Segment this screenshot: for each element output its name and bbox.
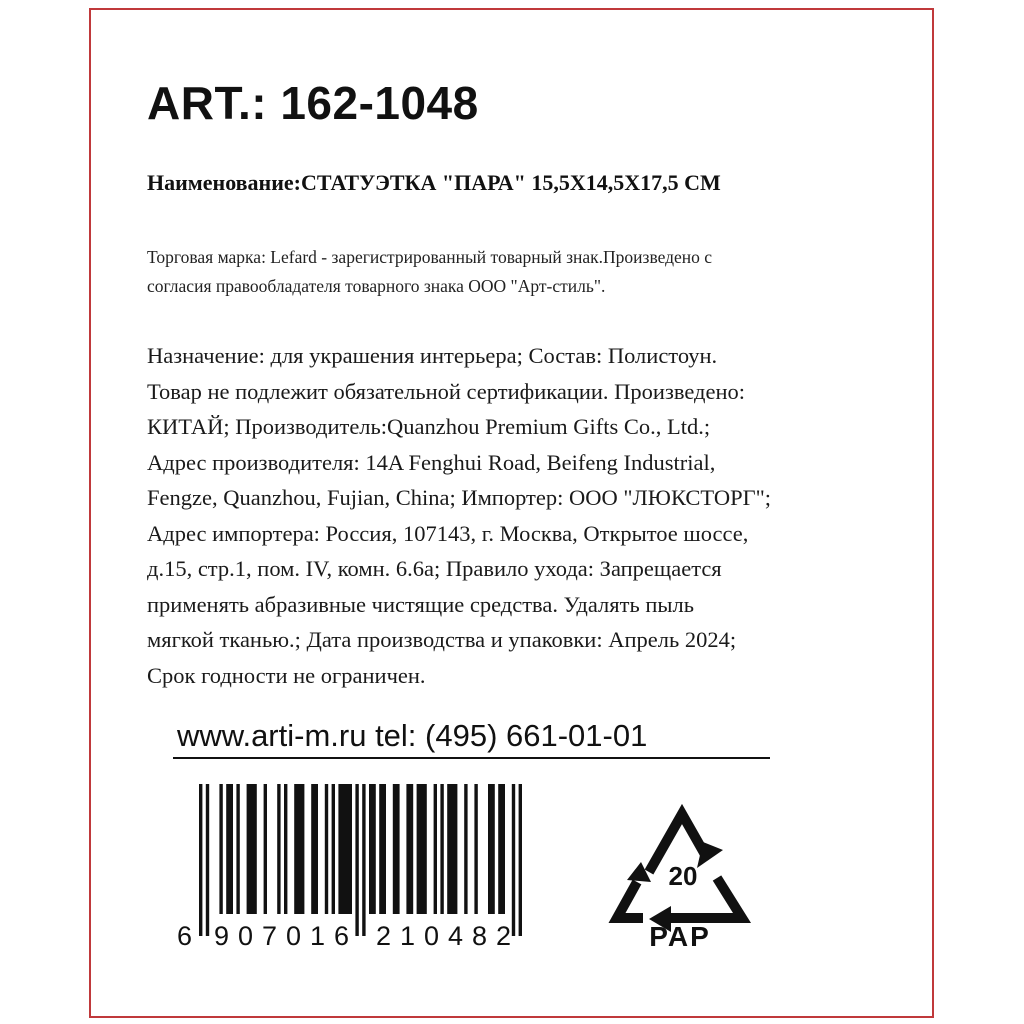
description-line: Fengze, Quanzhou, Fujian, China; Импортер: ООО "ЛЮКСТОРГ"; — [147, 485, 772, 510]
barcode-bar — [434, 784, 437, 914]
barcode-bar — [226, 784, 233, 914]
trademark-text — [147, 243, 907, 301]
barcode-bar — [379, 784, 386, 914]
barcode-bar — [393, 784, 400, 914]
barcode-bars — [199, 784, 522, 936]
barcode-bar — [284, 784, 287, 914]
barcode-bar — [219, 784, 222, 914]
trademark-line: согласия правообладателя товарного знака ООО "Арт-стиль". — [147, 276, 606, 296]
barcode-bar — [406, 784, 413, 914]
barcode-lead-digit: 6 — [177, 921, 193, 951]
barcode-bar — [464, 784, 467, 914]
barcode-bar — [369, 784, 376, 914]
description-line: применять абразивные чистящие средства. Удалять пыль — [147, 591, 694, 617]
description-line: Срок годности не ограничен. — [147, 662, 426, 688]
barcode-guard-bar — [206, 784, 209, 936]
barcode-bar — [474, 784, 477, 914]
barcode-guard-bar — [199, 784, 202, 936]
product-name: Наименование:СТАТУЭТКА "ПАРА" 15,5X14,5X17,5 СМ — [147, 170, 721, 195]
ean13-barcode — [171, 778, 551, 958]
barcode-bar — [247, 784, 257, 914]
description-line: Назначение: для украшения интерьера; Состав: Полистоун. — [147, 343, 718, 368]
barcode-bar — [332, 784, 335, 914]
barcode-bar — [294, 784, 304, 914]
barcode-guard-bar — [355, 784, 358, 936]
article-number: ART.: 162-1048 — [147, 77, 479, 129]
barcode-guard-bar — [362, 784, 365, 936]
description-line: Товар не подлежит обязательной сертификации. Произведено: — [147, 378, 746, 404]
barcode-bar — [440, 784, 443, 914]
trademark-line: Торговая марка: Lefard - зарегистрированный товарный знак.Произведено с — [147, 247, 713, 267]
barcode-bar — [311, 784, 318, 914]
barcode-bar — [277, 784, 280, 914]
recycle-icon — [597, 786, 767, 956]
description-line: Адрес производителя: 14A Fenghui Road, Beifeng Industrial, — [147, 449, 716, 475]
barcode-bar — [325, 784, 328, 914]
description-line: мягкой тканью.; Дата производства и упаковки: Апрель 2024; — [147, 627, 737, 652]
barcode-bar — [236, 784, 239, 914]
barcode-right-group: 210482 — [375, 921, 521, 951]
contact-line: www.arti-m.ru tel: (495) 661-01-01 — [177, 718, 648, 753]
contact-underline — [173, 757, 770, 759]
description-line: д.15, стр.1, пом. IV, комн. 6.6а; Правило ухода: Запрещается — [147, 556, 722, 581]
barcode-bar — [264, 784, 267, 914]
description-line: Адрес импортера: Россия, 107143, г. Москва, Открытое шоссе, — [147, 520, 749, 546]
recycle-arrow-left — [617, 882, 643, 918]
barcode-left-group: 907016 — [213, 921, 359, 951]
recycle-code: 20 — [668, 861, 698, 891]
barcode-guard-bar — [519, 784, 522, 936]
description-line: КИТАЙ; Производитель:Quanzhou Premium Gifts Co., Ltd.; — [147, 414, 711, 439]
product-label — [89, 8, 934, 1018]
product-description — [147, 338, 887, 693]
barcode-guard-bar — [512, 784, 515, 936]
barcode-bar — [498, 784, 505, 914]
barcode-bar — [447, 784, 457, 914]
recycle-abbreviation: PAP — [649, 921, 711, 952]
barcode-bar — [488, 784, 495, 914]
barcode-bar — [338, 784, 352, 914]
barcode-bar — [417, 784, 427, 914]
